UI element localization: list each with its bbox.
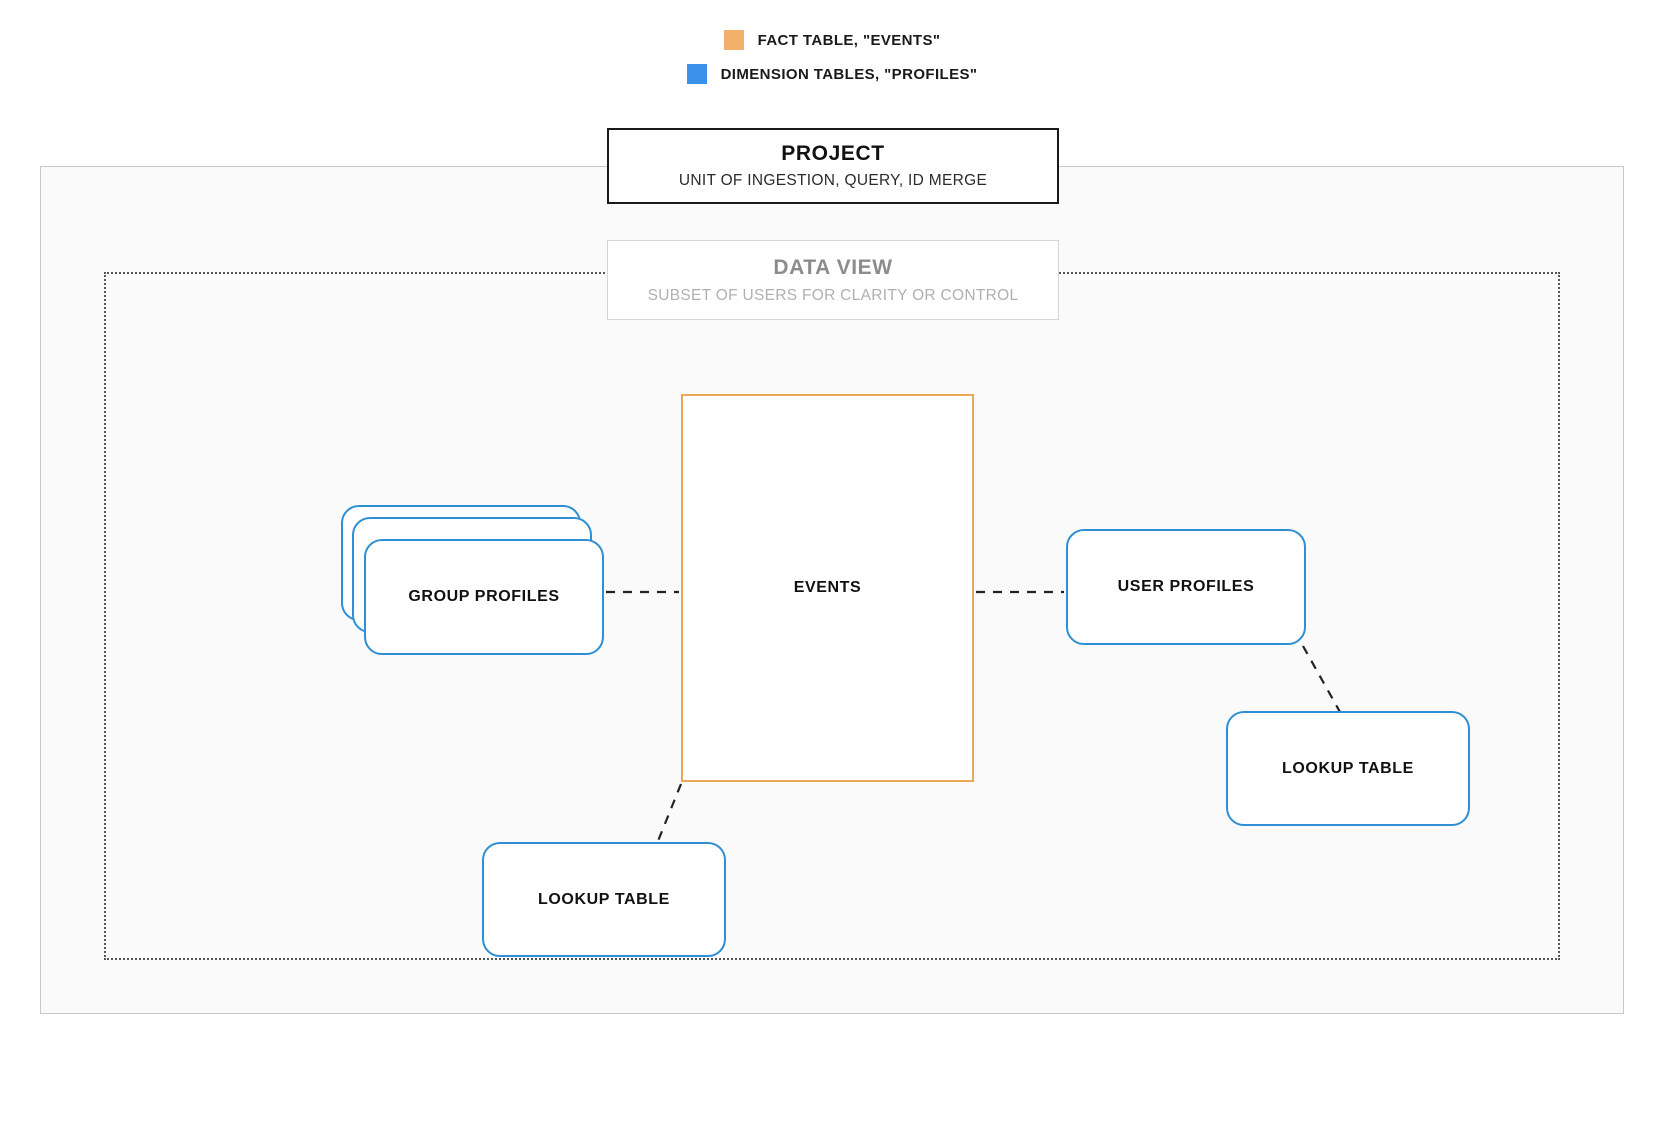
square-swatch-icon xyxy=(724,30,744,50)
node-group-profiles-label: GROUP PROFILES xyxy=(408,588,560,605)
project-title: PROJECT xyxy=(781,142,885,165)
project-title-box xyxy=(607,128,1059,204)
legend-item-fact-table xyxy=(0,30,1664,50)
data-view-title-box xyxy=(607,240,1059,320)
project-subtitle: UNIT OF INGESTION, QUERY, ID MERGE xyxy=(678,172,988,189)
data-view-title: DATA VIEW xyxy=(773,255,893,279)
legend-item-label: DIMENSION TABLES, "PROFILES" xyxy=(720,65,978,83)
legend-item-dimension-tables xyxy=(0,64,1664,84)
node-user-profiles-label: USER PROFILES xyxy=(1117,578,1255,595)
node-lookup-table-left xyxy=(482,842,726,957)
node-user-profiles xyxy=(1066,529,1306,645)
square-swatch-icon xyxy=(687,64,707,84)
legend-item-label: FACT TABLE, "EVENTS" xyxy=(757,31,941,49)
node-lookup-table-right xyxy=(1226,711,1470,826)
node-group-profiles xyxy=(364,539,604,655)
node-lookup-table-left-label: LOOKUP TABLE xyxy=(538,890,670,908)
legend xyxy=(0,30,1664,98)
node-lookup-table-right-label: LOOKUP TABLE xyxy=(1282,759,1414,777)
data-view-subtitle: SUBSET OF USERS FOR CLARITY OR CONTROL xyxy=(647,286,1019,304)
node-events xyxy=(681,394,974,782)
node-events-label: EVENTS xyxy=(793,579,862,596)
